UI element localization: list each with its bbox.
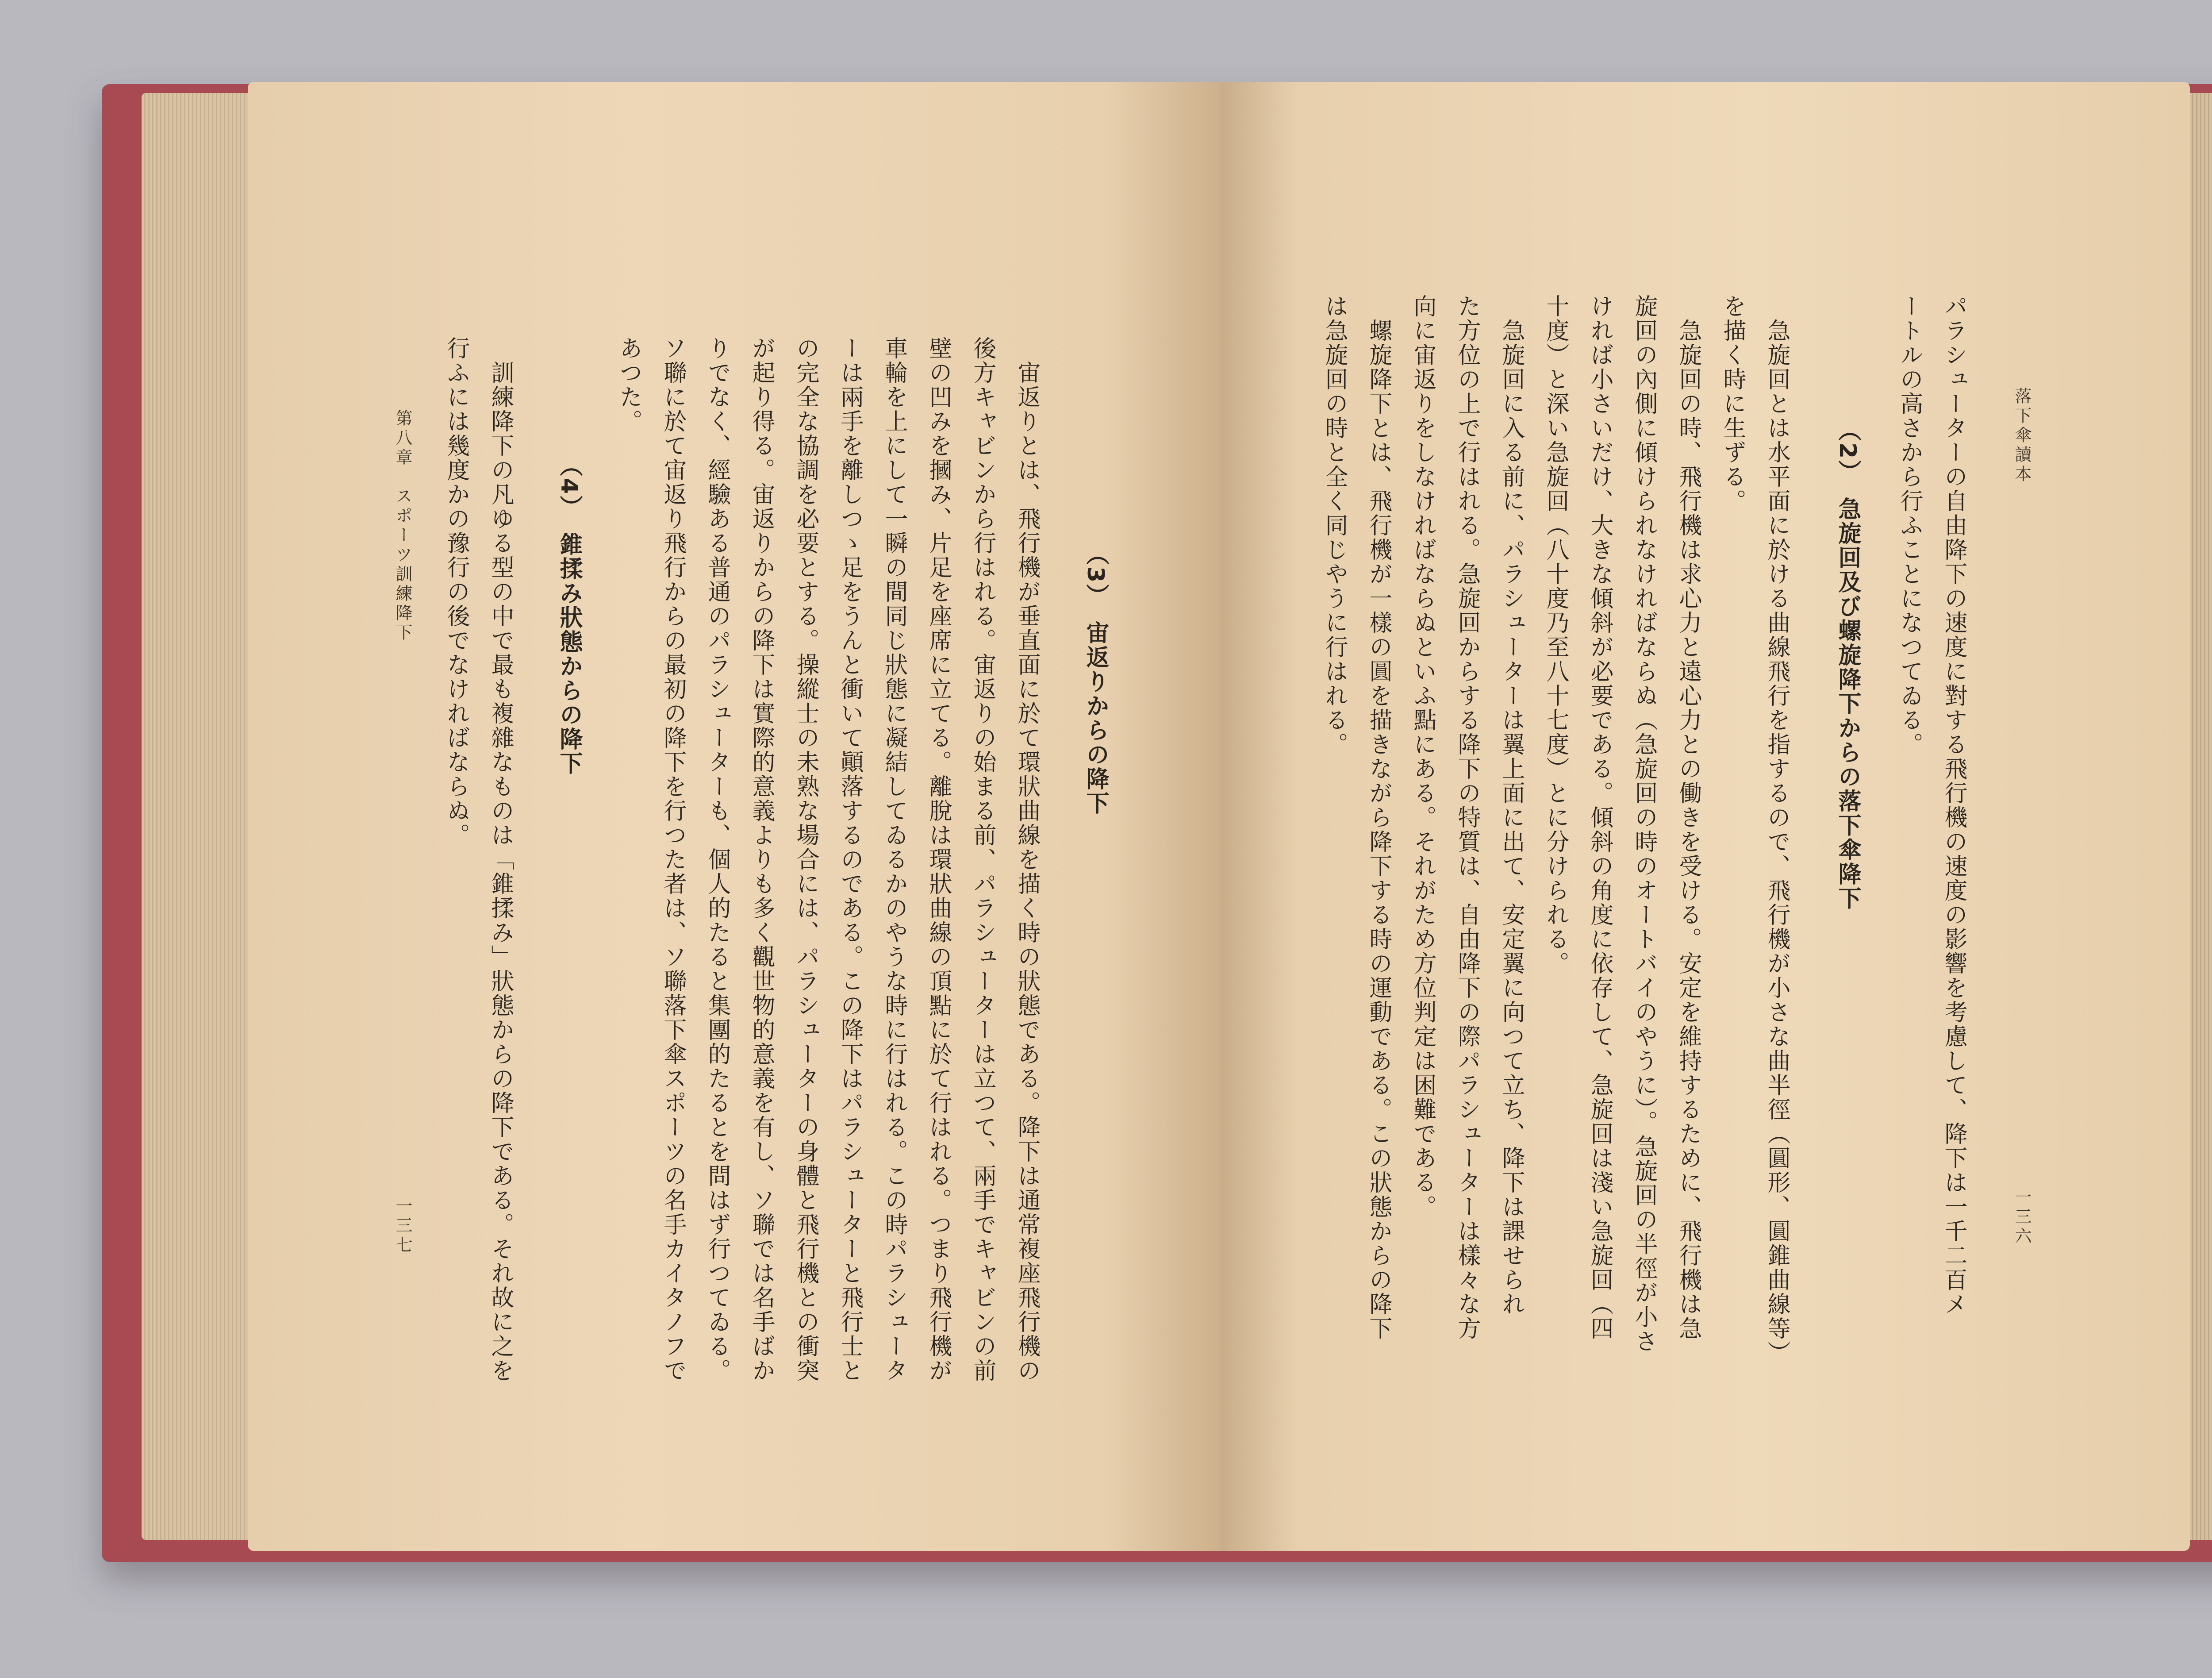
section2-line-11: は急旋回の時と全く同じやうに行はれる。 — [1321, 294, 1348, 757]
section3-line-5: ーは兩手を離しつゝ足をうんと衝いて顚落するのである。この降下はパラシューターと飛行士と — [837, 336, 863, 1383]
page-edges-left — [142, 93, 248, 1540]
page-number-right: 一三六 — [2012, 1188, 2032, 1247]
intro-line-1: パラシューターの自由降下の速度に對する飛行機の速度の影響を考慮して、降下は一千二百メ — [1940, 294, 1967, 1316]
section2-heading: （2） 急旋回及び螺旋降下からの落下傘降下 — [1834, 418, 1861, 911]
section3-line-1: 宙返りとは、飛行機が垂直面に於て環狀曲線を描く時の狀態である。降下は通常複座飛行機の — [1014, 361, 1040, 1383]
section2-line-5: ければ小さいだけ、大きな傾斜が必要である。傾斜の角度に依存して、急旋回は淺い急旋回（四 — [1586, 294, 1613, 1341]
section3-line-8: りでなく、經驗ある普通のパラシューターも、個人的たると集團的たるとを問はず行つてゐる。 — [704, 336, 730, 1383]
section3-line-3: 壁の凹みを摑み、片足を座席に立てる。離脫は環狀曲線の頂點に於て行はれる。つまり飛行機が — [925, 336, 952, 1383]
section3-line-10: あつた。 — [615, 336, 642, 434]
section2-line-8: た方位の上で行はれる。急旋回からする降下の特質は、自由降下の際パラシューターは樣々な方 — [1454, 294, 1480, 1341]
right-page — [1221, 82, 2190, 1551]
section3-line-2: 後方キャビンから行はれる。宙返りの始まる前、パラシューターは立つて、兩手でキャビンの前 — [969, 336, 996, 1383]
section2-line-6: 十度）と深い急旋回（八十度乃至八十七度）とに分けられる。 — [1542, 294, 1569, 976]
section2-line-1: 急旋回とは水平面に於ける曲線飛行を指するので、飛行機が小さな曲半徑（圓形、圓錐曲線等） — [1763, 319, 1790, 1365]
section3-line-6: の完全な協調を必要とする。操縱士の未熟な場合には、パラシューターの身體と飛行機との衝突 — [792, 336, 819, 1383]
section2-line-4: 旋回の內側に傾けられなければならぬ（急旋回の時のオートバイのやうに）。急旋回の半徑が小さ — [1631, 294, 1657, 1354]
section3-line-9: ソ聯に於て宙返り飛行からの最初の降下を行つた者は、ソ聯落下傘スポーツの名手カイタノフで — [660, 336, 686, 1383]
running-header: 落下傘讀本 — [2012, 387, 2032, 485]
section4-line-1: 訓練降下の凡ゆる型の中で最も複雜なものは「錐揉み」狀態からの降下である。それ故に之を — [487, 361, 514, 1383]
page-number-left: 一三七 — [393, 1197, 412, 1255]
section2-line-7: 急旋回に入る前に、パラシューターは翼上面に出て、安定翼に向つて立ち、降下は課せられ — [1498, 319, 1525, 1316]
section4-heading: （4） 錐揉み狀態からの降下 — [556, 454, 582, 776]
section4-line-2: 行ふには幾度かの豫行の後でなければならぬ。 — [443, 336, 469, 847]
section2-line-3: 急旋回の時、飛行機は求心力と遠心力との働きを受ける。安定を維持するために、飛行機は急 — [1675, 319, 1701, 1341]
intro-line-2: ートルの高さから行ふことになつてゐる。 — [1896, 294, 1923, 757]
left-page — [248, 82, 1221, 1551]
section3-line-7: が起り得る。宙返りからの降下は實際的意義よりも多く觀世物的意義を有し、ソ聯では名手ばか — [748, 336, 775, 1383]
chapter-footer: 第八章 スポーツ訓練降下 — [393, 409, 412, 643]
section3-heading: （3） 宙返りからの降下 — [1082, 542, 1109, 816]
section2-line-2: を描く時に生ずる。 — [1719, 294, 1746, 513]
section2-line-10: 螺旋降下とは、飛行機が一樣の圓を描きながら降下する時の運動である。この狀態からの降下 — [1365, 319, 1392, 1341]
section3-line-4: 車輪を上にして一瞬の間同じ狀態に凝結してゐるかのやうな時に行はれる。この時パラシュータ — [881, 336, 907, 1383]
section2-line-9: 向に宙返りをしなければならぬといふ點にある。それがため方位判定は困難である。 — [1409, 294, 1436, 1219]
